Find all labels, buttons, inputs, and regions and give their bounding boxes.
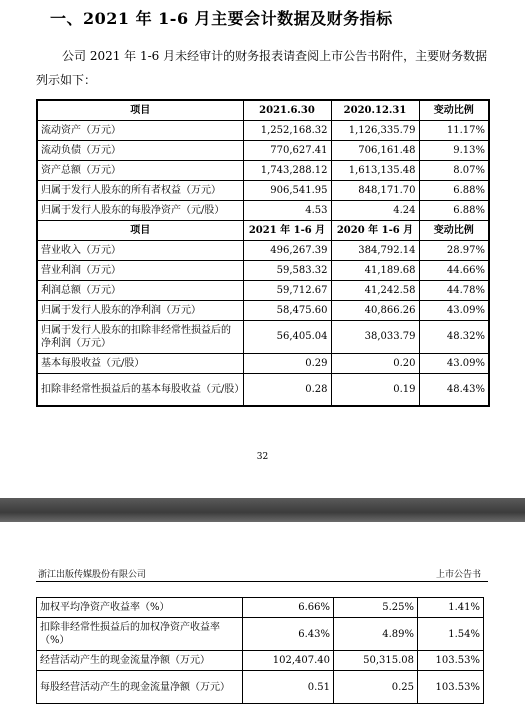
table-row bbox=[37, 598, 484, 618]
change-cell: 44.78% bbox=[419, 280, 489, 300]
change-cell: 44.66% bbox=[419, 260, 489, 280]
row-label: 每股经营活动产生的现金流量净额（万元） bbox=[37, 671, 243, 704]
table-row bbox=[37, 240, 489, 260]
table-row bbox=[37, 140, 489, 160]
value-cell: 770,627.41 bbox=[243, 140, 331, 160]
page-separator bbox=[0, 498, 525, 522]
table-row bbox=[37, 120, 489, 140]
row-label: 归属于发行人股东的每股净资产（元/股） bbox=[37, 200, 243, 220]
value-cell: 0.19 bbox=[331, 373, 419, 406]
table-row bbox=[37, 200, 489, 220]
value-cell: 59,583.32 bbox=[243, 260, 331, 280]
row-label: 资产总额（万元） bbox=[37, 160, 243, 180]
row-label: 归属于发行人股东的所有者权益（万元） bbox=[37, 180, 243, 200]
change-cell: 28.97% bbox=[419, 240, 489, 260]
value-cell: 0.28 bbox=[243, 373, 331, 406]
value-cell: 58,475.60 bbox=[243, 300, 331, 320]
value-cell: 1,613,135.48 bbox=[331, 160, 419, 180]
value-cell: 496,267.39 bbox=[243, 240, 331, 260]
value-cell: 0.20 bbox=[331, 353, 419, 373]
value-cell: 906,541.95 bbox=[243, 180, 331, 200]
table-header-row-balance bbox=[37, 100, 489, 120]
value-cell: 41,189.68 bbox=[331, 260, 419, 280]
row-label: 基本每股收益（元/股） bbox=[37, 353, 243, 373]
financial-table-1 bbox=[36, 99, 490, 407]
change-cell: 11.17% bbox=[419, 120, 489, 140]
change-cell: 8.07% bbox=[419, 160, 489, 180]
document-page-2 bbox=[0, 522, 525, 725]
header-cell: 变动比例 bbox=[419, 220, 489, 240]
value-cell: 41,242.58 bbox=[331, 280, 419, 300]
table-row bbox=[37, 160, 489, 180]
value-cell: 4.24 bbox=[331, 200, 419, 220]
row-label: 营业收入（万元） bbox=[37, 240, 243, 260]
header-cell: 项目 bbox=[37, 220, 243, 240]
table-row bbox=[37, 353, 489, 373]
change-cell: 48.32% bbox=[419, 320, 489, 353]
value-cell: 59,712.67 bbox=[243, 280, 331, 300]
header-cell: 变动比例 bbox=[419, 100, 489, 120]
table-row bbox=[37, 300, 489, 320]
value-cell: 6.43% bbox=[243, 618, 334, 651]
document-type: 上市公告书 bbox=[435, 570, 481, 580]
value-cell: 6.66% bbox=[243, 598, 334, 618]
intro-paragraph: 公司 2021 年 1-6 月未经审计的财务报表请查阅上市公告书附件，主要财务数据列示如下： bbox=[36, 49, 488, 87]
change-cell: 43.09% bbox=[419, 353, 489, 373]
value-cell: 50,315.08 bbox=[334, 651, 418, 671]
table-row bbox=[37, 671, 484, 704]
table-row bbox=[37, 618, 484, 651]
row-label: 营业利润（万元） bbox=[37, 260, 243, 280]
financial-table-2 bbox=[36, 597, 484, 704]
row-label: 流动资产（万元） bbox=[37, 120, 243, 140]
row-label: 流动负债（万元） bbox=[37, 140, 243, 160]
value-cell: 40,866.26 bbox=[331, 300, 419, 320]
change-cell: 6.88% bbox=[419, 200, 489, 220]
page-number: 32 bbox=[256, 452, 269, 462]
change-cell: 6.88% bbox=[419, 180, 489, 200]
value-cell: 706,161.48 bbox=[331, 140, 419, 160]
value-cell: 0.29 bbox=[243, 353, 331, 373]
row-label: 加权平均净资产收益率（%） bbox=[37, 598, 243, 618]
row-label: 经营活动产生的现金流量净额（万元） bbox=[37, 651, 243, 671]
table-row bbox=[37, 280, 489, 300]
header-rule bbox=[36, 581, 488, 582]
value-cell: 56,405.04 bbox=[243, 320, 331, 353]
change-cell: 48.43% bbox=[419, 373, 489, 406]
value-cell: 4.53 bbox=[243, 200, 331, 220]
change-cell: 9.13% bbox=[419, 140, 489, 160]
change-cell: 103.53% bbox=[418, 651, 484, 671]
value-cell: 5.25% bbox=[334, 598, 418, 618]
value-cell: 1,743,288.12 bbox=[243, 160, 331, 180]
value-cell: 1,252,168.32 bbox=[243, 120, 331, 140]
value-cell: 1,126,335.79 bbox=[331, 120, 419, 140]
section-title: 一、2021 年 1-6 月主要会计数据及财务指标 bbox=[50, 9, 393, 28]
value-cell: 0.51 bbox=[243, 671, 334, 704]
company-name: 浙江出版传媒股份有限公司 bbox=[38, 570, 147, 580]
change-cell: 43.09% bbox=[419, 300, 489, 320]
header-cell: 2020 年 1-6 月 bbox=[331, 220, 419, 240]
value-cell: 38,033.79 bbox=[331, 320, 419, 353]
row-label: 扣除非经常性损益后的基本每股收益（元/股） bbox=[37, 373, 243, 406]
value-cell: 102,407.40 bbox=[243, 651, 334, 671]
table-header-row-income bbox=[37, 220, 489, 240]
header-cell: 项目 bbox=[37, 100, 243, 120]
value-cell: 4.89% bbox=[334, 618, 418, 651]
header-cell: 2021 年 1-6 月 bbox=[243, 220, 331, 240]
table-row bbox=[37, 651, 484, 671]
change-cell: 1.54% bbox=[418, 618, 484, 651]
change-cell: 1.41% bbox=[418, 598, 484, 618]
row-label: 扣除非经常性损益后的加权净资产收益率（%） bbox=[37, 618, 243, 651]
change-cell: 103.53% bbox=[418, 671, 484, 704]
value-cell: 0.25 bbox=[334, 671, 418, 704]
value-cell: 848,171.70 bbox=[331, 180, 419, 200]
value-cell: 384,792.14 bbox=[331, 240, 419, 260]
row-label: 归属于发行人股东的净利润（万元） bbox=[37, 300, 243, 320]
table-row bbox=[37, 260, 489, 280]
row-label: 利润总额（万元） bbox=[37, 280, 243, 300]
row-label: 归属于发行人股东的扣除非经常性损益后的净利润（万元） bbox=[37, 320, 243, 353]
header-cell: 2020.12.31 bbox=[331, 100, 419, 120]
table-row bbox=[37, 373, 489, 406]
table-row bbox=[37, 180, 489, 200]
header-cell: 2021.6.30 bbox=[243, 100, 331, 120]
table-row bbox=[37, 320, 489, 353]
